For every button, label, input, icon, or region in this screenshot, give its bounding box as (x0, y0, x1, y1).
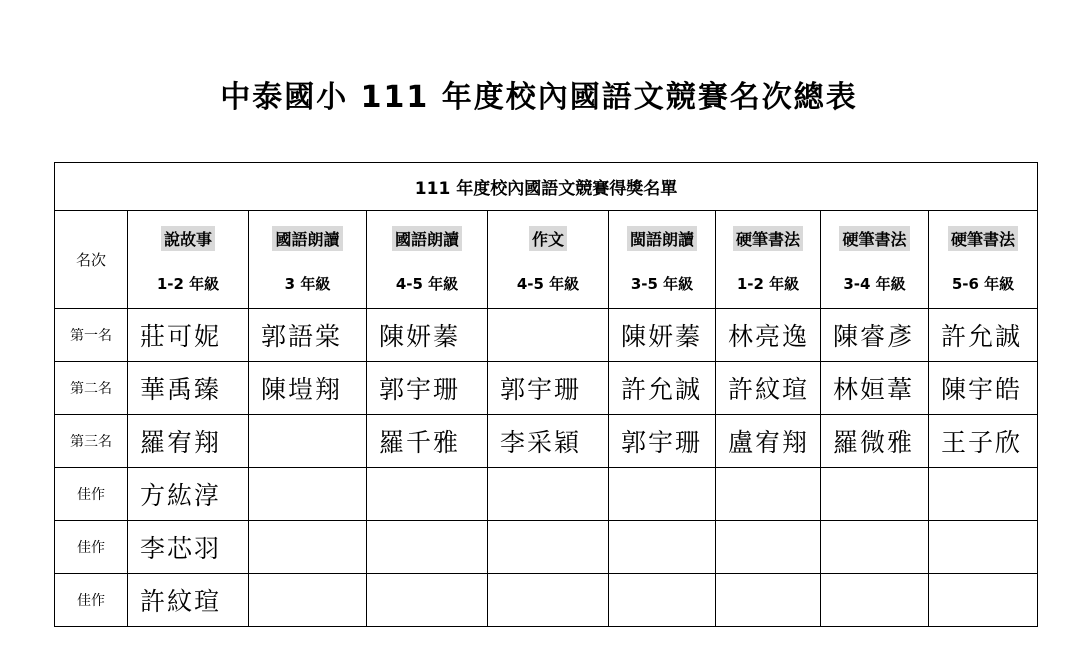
award-table (54, 162, 1038, 627)
winner-name-cell (249, 521, 367, 574)
column-header-row (55, 211, 1038, 309)
winner-name-cell (929, 468, 1038, 521)
winner-name-cell: 李芯羽 (128, 521, 249, 574)
rank-label: 第一名 (55, 309, 128, 362)
category-label: 說故事 (161, 226, 215, 251)
winner-name-cell: 許紋瑄 (128, 574, 249, 627)
column-header (609, 211, 716, 309)
grade-label: 3-4 年級 (843, 274, 906, 293)
winner-name-cell: 許允誠 (609, 362, 716, 415)
winner-name-cell (821, 574, 929, 627)
table-row (55, 415, 1038, 468)
category-label: 國語朗讀 (392, 226, 462, 251)
table-row (55, 574, 1038, 627)
category-label: 閩語朗讀 (627, 226, 697, 251)
winner-name-cell: 許允誠 (929, 309, 1038, 362)
winner-name-cell: 羅微雅 (821, 415, 929, 468)
grade-label: 5-6 年級 (951, 274, 1015, 293)
winner-name-cell (716, 521, 821, 574)
category-label: 硬筆書法 (839, 226, 909, 251)
winner-name-cell: 方紘淳 (128, 468, 249, 521)
grade-label: 4-5 年級 (395, 274, 459, 293)
winner-name-cell: 陳睿彥 (821, 309, 929, 362)
column-header (929, 211, 1038, 309)
winner-name-cell (609, 521, 716, 574)
rank-column-header: 名次 (55, 211, 128, 309)
winner-name-cell: 陳宇皓 (929, 362, 1038, 415)
rank-label: 第二名 (55, 362, 128, 415)
winner-name-cell (367, 521, 488, 574)
category-label: 作文 (529, 226, 567, 251)
table-caption: 111 年度校內國語文競賽得獎名單 (55, 163, 1038, 211)
rank-label: 佳作 (55, 521, 128, 574)
table-row (55, 521, 1038, 574)
winner-name-cell: 郭宇珊 (488, 362, 609, 415)
winner-name-cell: 陳妍蓁 (609, 309, 716, 362)
winner-name-cell: 林亮逸 (716, 309, 821, 362)
column-header (128, 211, 249, 309)
winner-name-cell: 羅千雅 (367, 415, 488, 468)
rank-label: 佳作 (55, 468, 128, 521)
grade-label: 3 年級 (284, 274, 331, 293)
table-row (55, 362, 1038, 415)
winner-name-cell: 陳塏翔 (249, 362, 367, 415)
winner-name-cell (249, 415, 367, 468)
winner-name-cell (716, 574, 821, 627)
table-body (55, 309, 1038, 627)
winner-name-cell (249, 468, 367, 521)
winner-name-cell: 林姮葦 (821, 362, 929, 415)
winner-name-cell (488, 521, 609, 574)
grade-label: 1-2 年級 (156, 274, 220, 293)
table-row (55, 468, 1038, 521)
winner-name-cell (488, 309, 609, 362)
grade-label: 1-2 年級 (736, 274, 800, 293)
page-title: 中泰國小 111 年度校內國語文競賽名次總表 (220, 80, 858, 115)
winner-name-cell (488, 574, 609, 627)
winner-name-cell: 華禹臻 (128, 362, 249, 415)
winner-name-cell: 陳妍蓁 (367, 309, 488, 362)
winner-name-cell (249, 574, 367, 627)
winner-name-cell: 郭宇珊 (367, 362, 488, 415)
column-header (249, 211, 367, 309)
winner-name-cell: 王子欣 (929, 415, 1038, 468)
winner-name-cell: 郭宇珊 (609, 415, 716, 468)
winner-name-cell (367, 574, 488, 627)
category-label: 國語朗讀 (272, 226, 342, 251)
category-label: 硬筆書法 (733, 226, 803, 251)
winner-name-cell (609, 574, 716, 627)
winner-name-cell: 郭語棠 (249, 309, 367, 362)
column-header (821, 211, 929, 309)
winner-name-cell (821, 521, 929, 574)
winner-name-cell: 莊可妮 (128, 309, 249, 362)
winner-name-cell: 許紋瑄 (716, 362, 821, 415)
grade-label: 3-5 年級 (630, 274, 694, 293)
winner-name-cell: 盧宥翔 (716, 415, 821, 468)
column-header (716, 211, 821, 309)
grade-label: 4-5 年級 (516, 274, 580, 293)
column-header (367, 211, 488, 309)
column-header (488, 211, 609, 309)
winner-name-cell (716, 468, 821, 521)
winner-name-cell (609, 468, 716, 521)
winner-name-cell (488, 468, 609, 521)
winner-name-cell: 李采穎 (488, 415, 609, 468)
winner-name-cell (821, 468, 929, 521)
table-row (55, 309, 1038, 362)
winner-name-cell (367, 468, 488, 521)
rank-label: 第三名 (55, 415, 128, 468)
rank-label: 佳作 (55, 574, 128, 627)
category-label: 硬筆書法 (948, 226, 1018, 251)
winner-name-cell: 羅宥翔 (128, 415, 249, 468)
winner-name-cell (929, 574, 1038, 627)
winner-name-cell (929, 521, 1038, 574)
